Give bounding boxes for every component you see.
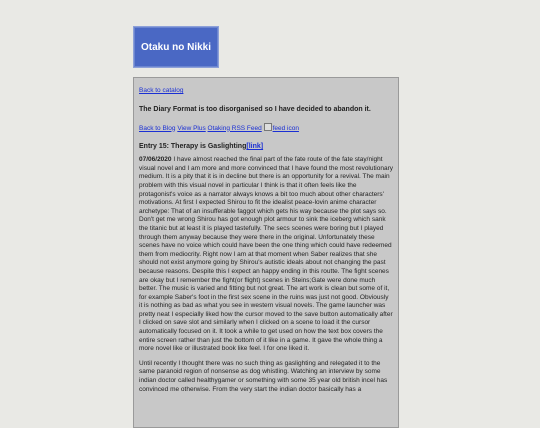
entry-title: Entry 15: Therapy is Gaslighting bbox=[139, 143, 247, 151]
site-title: Otaku no Nikki bbox=[140, 41, 211, 53]
main-content-panel bbox=[133, 77, 399, 428]
entry-paragraph-2: Until recently I thought there was no such thing as gaslighting and relegated it to the same paranoid region of nonsense as dog whistling. Watching an interview by some indian doctor called healthygamer or something with some 35 year old british incel has convinced me otherwise. From the very start the indian doctor basically has a bbox=[139, 359, 388, 393]
otaking-rss-feed-link[interactable]: Otaking RSS Feed bbox=[207, 124, 262, 132]
back-to-blog-link[interactable]: Back to Blog bbox=[139, 124, 176, 132]
diary-format-notice: The Diary Format is too disorganised so I have decided to abandon it. bbox=[139, 105, 371, 113]
feed-icon-link[interactable] bbox=[264, 125, 299, 132]
view-plus-link[interactable]: View Plus bbox=[177, 124, 206, 132]
feed-icon bbox=[264, 123, 272, 131]
back-to-catalog-link[interactable]: Back to catalog bbox=[139, 87, 184, 94]
blog-nav-links bbox=[139, 123, 393, 134]
entry-permalink[interactable]: [link] bbox=[246, 143, 264, 151]
site-header-banner bbox=[133, 26, 219, 68]
feed-icon-alt-text: feed icon bbox=[272, 124, 299, 132]
entry-paragraph-1 bbox=[139, 156, 393, 354]
entry-heading bbox=[139, 142, 393, 151]
entry-paragraph-1-text: I have almost reached the final part of the fate route of the fate stay/night visual novel and I am more and more convinced that I have found the most revolutionary medium. It is a pity that it is in decline but there is an opportunity for a revival. The main problem with this visual novel in particular I think is that it often feels like the protagonist's voice as a narrator always knows a bit too much about other characters' motivations. At first I expected Shirou to fit the idealist peace-lovin anime character archetype: That of an insufferable faggot which gets his way because the plot says so. Don't get me wrong Shirou has got enough plot armour to sink the iceberg which sank the titanic but at least it is played tastefully. The secs scenes were boring but I played through them anyway because they were there in the original. Unfortunately these scenes have no voice which could have been the one thing which could have redeemed them from mediocrity. Right now I am at that moment when Saber realizes that she should not exist anymore going by Shirou's autistic ideals about not changing the past because reasons. Despite this I expect an happy ending in this routte. The fight scenes are okay but I remember the fight(or flight) scenes in Steins;Gate were done much better. The music is varied and fitting but not great. The art work is clean but some of it, for example Saber's foot in the first sex scene in the ruins was just not good. Obviously it is nothing as bad as what you see in western visual novels. The game launcher was pretty neat I especially liked how the cursor moved to the save button automatically after I clicked on save slot and similarly when I clicked on a scene to load it the cursor automatically focused on it. It took a while to get used on how the text box covers the entire screen rather than just the bottom of it like in a game. It gave the whole thing a more novel like or illustrated book like feel. I for one liked it. bbox=[139, 156, 394, 353]
entry-date: 07/06/2020 bbox=[139, 156, 172, 164]
